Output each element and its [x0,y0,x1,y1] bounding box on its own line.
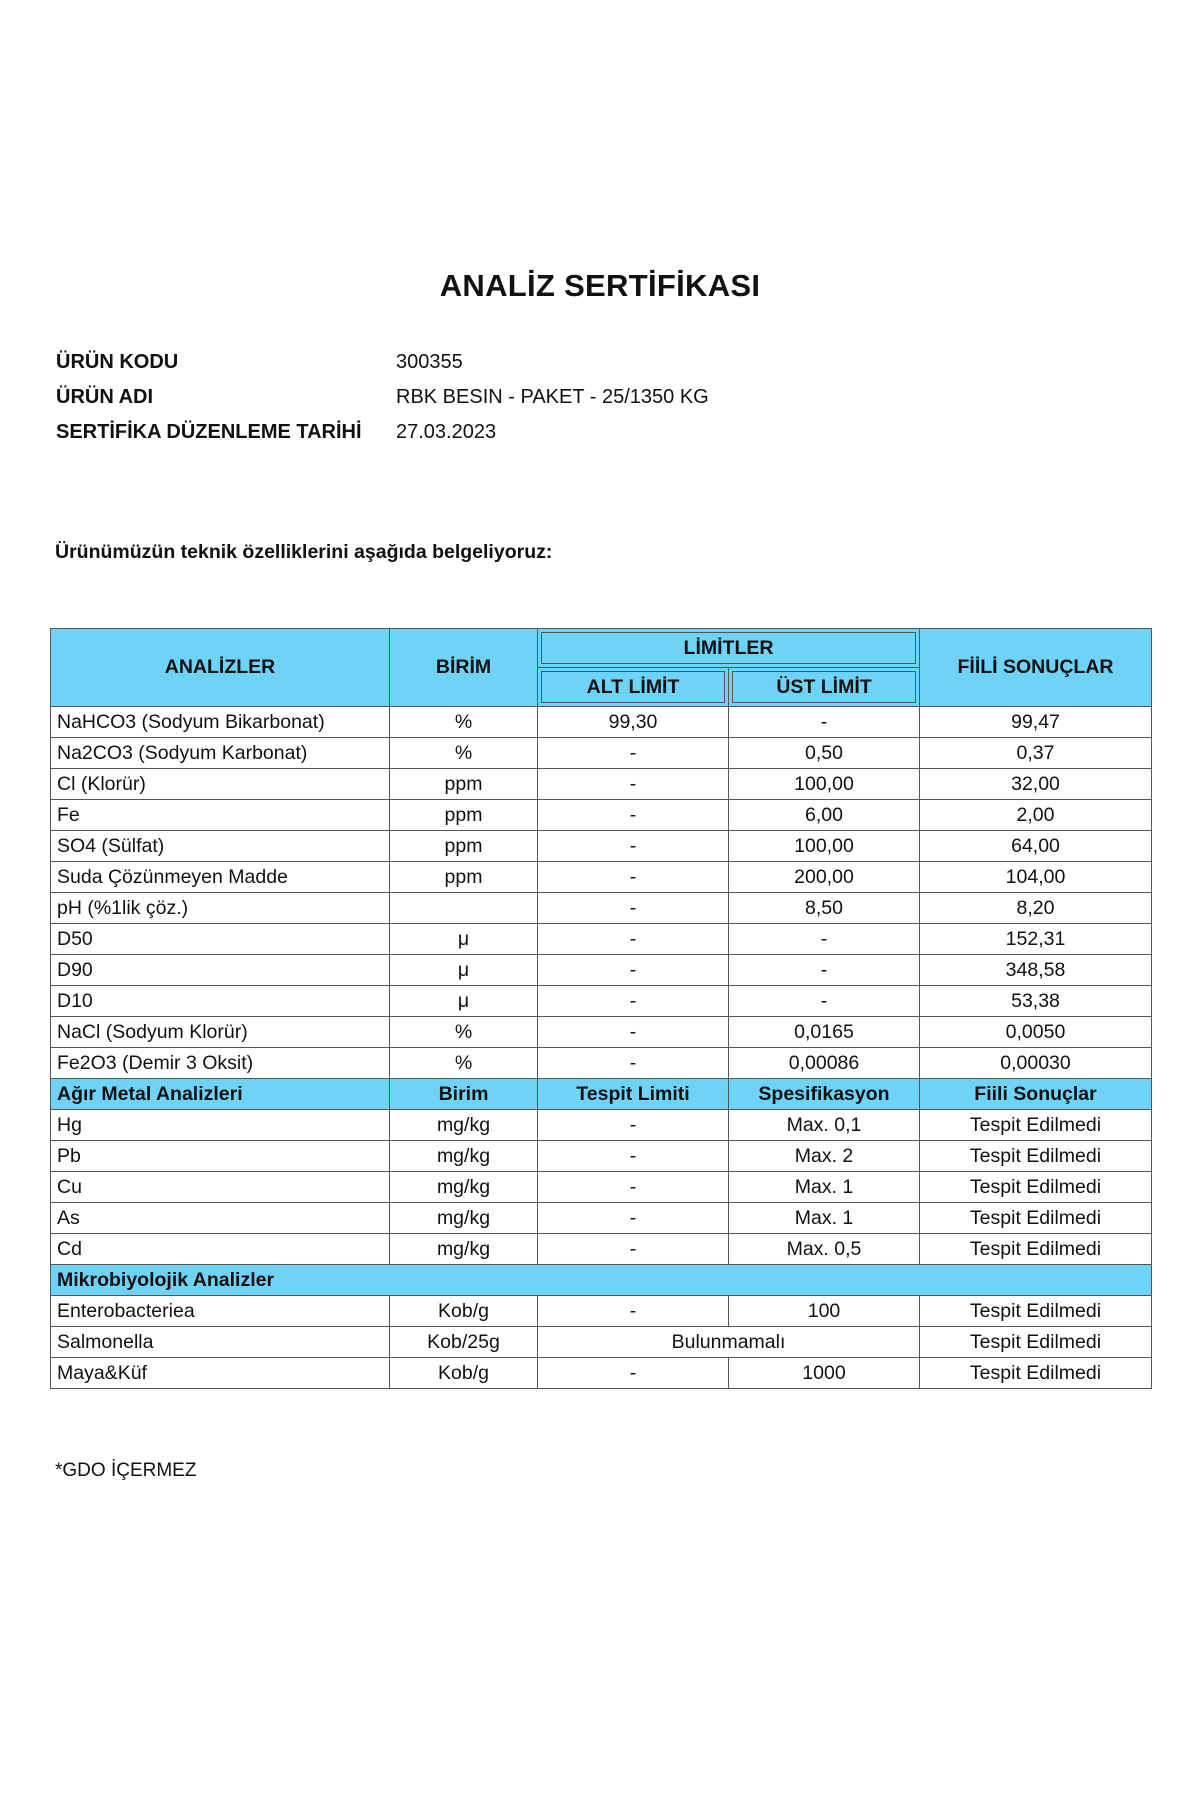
upper-limit: 8,50 [729,893,920,924]
header-upper-cell [729,668,920,707]
analysis-unit: μ [390,924,538,955]
metals-header-unit: Birim [390,1079,538,1110]
table-row [51,769,1152,800]
micro-name: Salmonella [51,1327,390,1358]
metal-detection: - [538,1203,729,1234]
upper-limit: - [729,955,920,986]
upper-limit: 100,00 [729,831,920,862]
lower-limit: - [538,955,729,986]
page-title: ANALİZ SERTİFİKASI [439,268,761,303]
analysis-name: D90 [51,955,390,986]
metal-unit: mg/kg [390,1110,538,1141]
product-code-value: 300355 [396,351,463,373]
actual-result: 8,20 [920,893,1152,924]
metal-name: Cd [51,1234,390,1265]
micro-actual: Tespit Edilmedi [920,1327,1152,1358]
micro-actual: Tespit Edilmedi [920,1296,1152,1327]
product-name-label: ÜRÜN ADI [56,386,154,408]
table-row [51,738,1152,769]
analysis-table [50,628,1152,1389]
actual-result: 2,00 [920,800,1152,831]
actual-result: 99,47 [920,707,1152,738]
metal-row [51,1172,1152,1203]
metal-spec: Max. 1 [729,1172,920,1203]
metal-spec: Max. 0,1 [729,1110,920,1141]
micro-unit: Kob/25g [390,1327,538,1358]
header-actual: FİİLİ SONUÇLAR [920,629,1152,707]
micro-detection: - [538,1358,729,1389]
analysis-name: Fe2O3 (Demir 3 Oksit) [51,1048,390,1079]
actual-result: 53,38 [920,986,1152,1017]
analysis-name: Na2CO3 (Sodyum Karbonat) [51,738,390,769]
metal-detection: - [538,1110,729,1141]
metal-name: Cu [51,1172,390,1203]
upper-limit: - [729,707,920,738]
table-row [51,862,1152,893]
metal-actual: Tespit Edilmedi [920,1172,1152,1203]
metal-row [51,1141,1152,1172]
header-limits: LİMİTLER [541,632,916,664]
metals-header-actual: Fiili Sonuçlar [920,1079,1152,1110]
header-lower-limit: ALT LİMİT [541,671,725,703]
metal-spec: Max. 0,5 [729,1234,920,1265]
upper-limit: 6,00 [729,800,920,831]
lower-limit: - [538,1048,729,1079]
analysis-name: NaCl (Sodyum Klorür) [51,1017,390,1048]
analysis-name: pH (%1lik çöz.) [51,893,390,924]
table-row [51,986,1152,1017]
table-row [51,800,1152,831]
analysis-unit: ppm [390,769,538,800]
table-row [51,1048,1152,1079]
metal-detection: - [538,1141,729,1172]
certificate-date-value: 27.03.2023 [396,421,497,443]
upper-limit: 100,00 [729,769,920,800]
lower-limit: 99,30 [538,707,729,738]
micro-detection: - [538,1296,729,1327]
analysis-name: SO4 (Sülfat) [51,831,390,862]
header-upper-limit: ÜST LİMİT [732,671,916,703]
header-analyses: ANALİZLER [51,629,390,707]
metal-unit: mg/kg [390,1172,538,1203]
table-header-row [51,629,1152,668]
analysis-unit: ppm [390,800,538,831]
micro-spec: 100 [729,1296,920,1327]
product-code-label: ÜRÜN KODU [56,351,179,373]
metal-actual: Tespit Edilmedi [920,1203,1152,1234]
metal-name: Hg [51,1110,390,1141]
micro-row [51,1296,1152,1327]
actual-result: 0,00030 [920,1048,1152,1079]
metal-spec: Max. 1 [729,1203,920,1234]
metals-header-detection: Tespit Limiti [538,1079,729,1110]
table-row [51,893,1152,924]
lower-limit: - [538,893,729,924]
actual-result: 64,00 [920,831,1152,862]
upper-limit: - [729,924,920,955]
micro-header: Mikrobiyolojik Analizler [51,1265,1152,1296]
lower-limit: - [538,769,729,800]
analysis-unit: ppm [390,862,538,893]
micro-unit: Kob/g [390,1358,538,1389]
table-row [51,955,1152,986]
lower-limit: - [538,1017,729,1048]
metal-row [51,1203,1152,1234]
analysis-unit [390,893,538,924]
upper-limit: 200,00 [729,862,920,893]
micro-spec: 1000 [729,1358,920,1389]
analysis-unit: ppm [390,831,538,862]
intro-text: Ürünümüzün teknik özelliklerini aşağıda belgeliyoruz: [55,541,553,563]
actual-result: 0,37 [920,738,1152,769]
actual-result: 32,00 [920,769,1152,800]
actual-result: 152,31 [920,924,1152,955]
lower-limit: - [538,738,729,769]
lower-limit: - [538,986,729,1017]
metal-name: As [51,1203,390,1234]
metal-unit: mg/kg [390,1234,538,1265]
analysis-name: Suda Çözünmeyen Madde [51,862,390,893]
analysis-name: D10 [51,986,390,1017]
metal-detection: - [538,1234,729,1265]
analysis-unit: % [390,1017,538,1048]
metal-detection: - [538,1172,729,1203]
lower-limit: - [538,831,729,862]
lower-limit: - [538,800,729,831]
lower-limit: - [538,924,729,955]
table-row [51,831,1152,862]
metal-actual: Tespit Edilmedi [920,1141,1152,1172]
actual-result: 348,58 [920,955,1152,986]
analysis-name: Fe [51,800,390,831]
table-row [51,924,1152,955]
header-unit: BİRİM [390,629,538,707]
analysis-name: NaHCO3 (Sodyum Bikarbonat) [51,707,390,738]
micro-actual: Tespit Edilmedi [920,1358,1152,1389]
micro-unit: Kob/g [390,1296,538,1327]
metal-unit: mg/kg [390,1203,538,1234]
metal-actual: Tespit Edilmedi [920,1110,1152,1141]
metal-row [51,1110,1152,1141]
header-limits-cell [538,629,920,668]
metals-header-row [51,1079,1152,1110]
micro-name: Enterobacteriea [51,1296,390,1327]
actual-result: 0,0050 [920,1017,1152,1048]
metal-unit: mg/kg [390,1141,538,1172]
upper-limit: 0,00086 [729,1048,920,1079]
gmo-note: *GDO İÇERMEZ [55,1460,197,1481]
micro-row [51,1358,1152,1389]
analysis-name: Cl (Klorür) [51,769,390,800]
header-lower-cell [538,668,729,707]
upper-limit: 0,0165 [729,1017,920,1048]
metal-row [51,1234,1152,1265]
upper-limit: 0,50 [729,738,920,769]
analysis-name: D50 [51,924,390,955]
metal-spec: Max. 2 [729,1141,920,1172]
micro-name: Maya&Küf [51,1358,390,1389]
metals-header-spec: Spesifikasyon [729,1079,920,1110]
analysis-unit: μ [390,955,538,986]
analysis-unit: μ [390,986,538,1017]
upper-limit: - [729,986,920,1017]
table-row [51,1017,1152,1048]
table-row [51,707,1152,738]
product-name-value: RBK BESIN - PAKET - 25/1350 KG [396,386,709,408]
metals-header-name: Ağır Metal Analizleri [51,1079,390,1110]
analysis-unit: % [390,1048,538,1079]
actual-result: 104,00 [920,862,1152,893]
metal-name: Pb [51,1141,390,1172]
analysis-unit: % [390,707,538,738]
micro-row [51,1327,1152,1358]
metal-actual: Tespit Edilmedi [920,1234,1152,1265]
micro-header-row [51,1265,1152,1296]
micro-merged-spec: Bulunmamalı [538,1327,920,1358]
certificate-date-label: SERTİFİKA DÜZENLEME TARİHİ [56,421,362,443]
analysis-unit: % [390,738,538,769]
lower-limit: - [538,862,729,893]
